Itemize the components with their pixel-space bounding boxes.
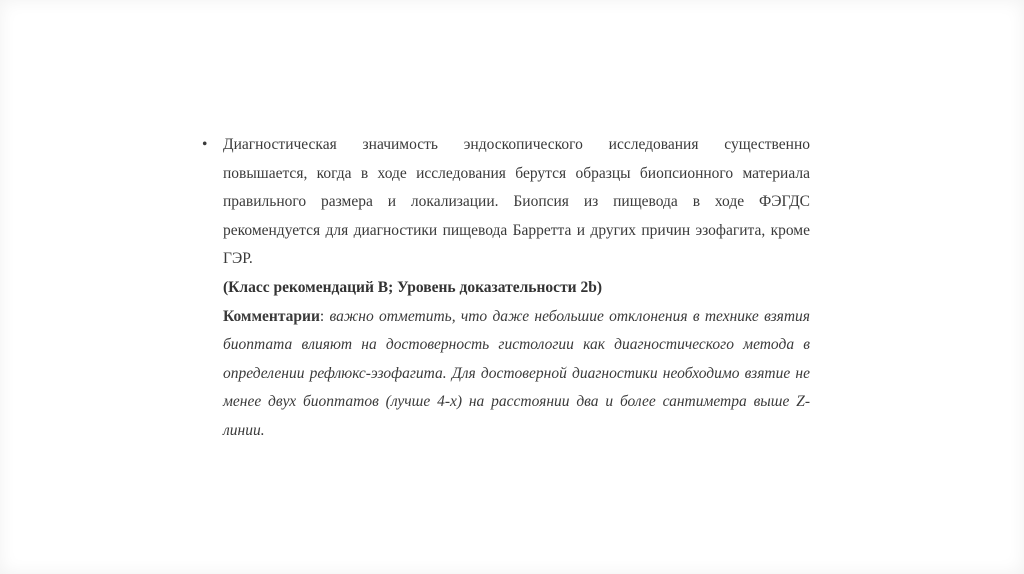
bullet-paragraph-text: Диагностическая значимость эндоскопического исследования существенно повышается, когда в ходе исследования берутся образцы биопсионного материала правильного размера и локализации. Биопсия из пищевода в ходе ФЭГДС рекомендуется для диагностики пищевода Барретта и других причин эзофагита, кроме ГЭР. (223, 136, 810, 268)
comment-colon: : (319, 307, 325, 325)
comment-text: важно отметить, что даже небольшие отклонения в технике взятия биоптата влияют на достоверность гистологии как диагностического метода в определении рефлюкс-эзофагита. Для достоверной диагностики необходимо взятие не менее двух биоптатов (лучше 4-х) на расстоянии два и более сантиметра выше Z-линии. (223, 307, 810, 439)
comment-label: Комментарии (223, 307, 320, 325)
bullet-icon: • (202, 136, 208, 153)
document-body (198, 131, 810, 446)
recommendation-class-label: (Класс рекомендаций В; Уровень доказательности 2b) (223, 278, 603, 296)
bullet-paragraph (198, 131, 810, 274)
comment-paragraph (198, 303, 810, 446)
